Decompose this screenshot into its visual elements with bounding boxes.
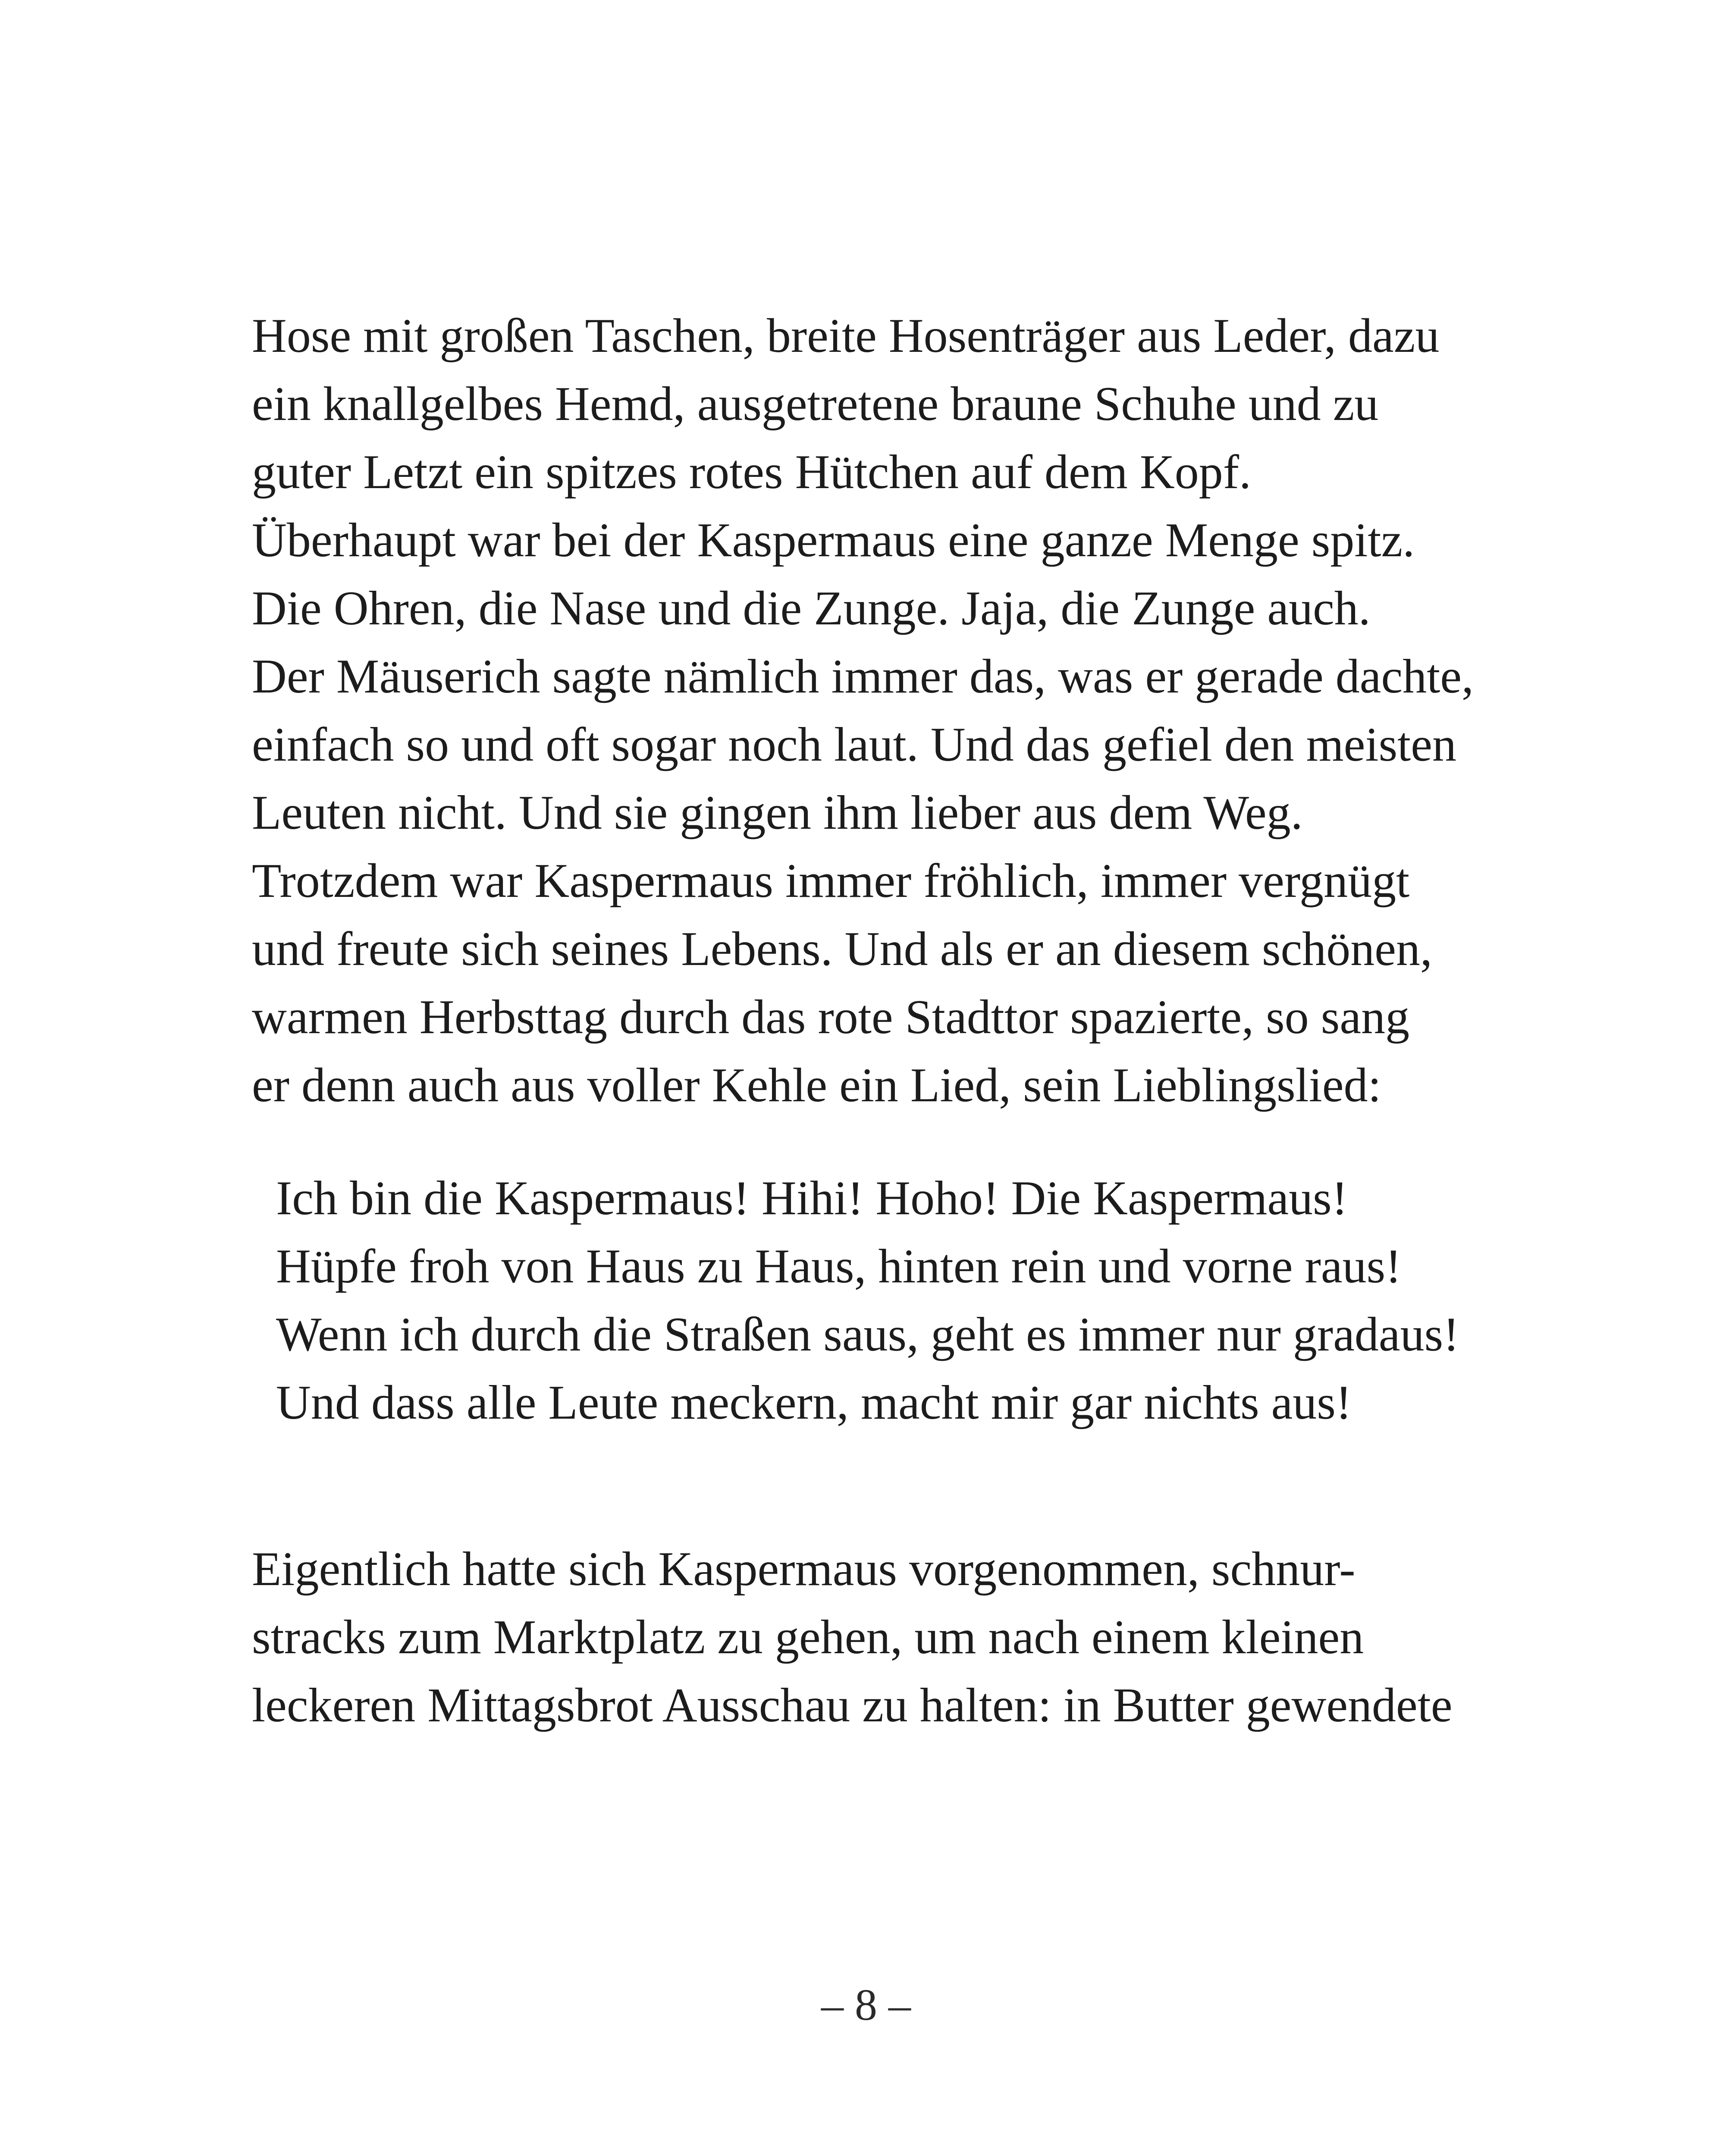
text-line: warmen Herbsttag durch das rote Stadttor spazierte, so sang (252, 990, 1410, 1044)
page-number: – 8 – (821, 1980, 911, 2030)
verse-line: Und dass alle Leute meckern, macht mir gar nichts aus! (276, 1376, 1352, 1429)
text-line: leckeren Mittagsbrot Ausschau zu halten: in Butter gewendete (252, 1679, 1453, 1732)
text-line: Eigentlich hatte sich Kaspermaus vorgenommen, schnur- (252, 1542, 1355, 1596)
text-line: er denn auch aus voller Kehle ein Lied, sein Lieblingslied: (252, 1059, 1381, 1112)
text-line: Leuten nicht. Und sie gingen ihm lieber aus dem Weg. (252, 786, 1303, 840)
verse-line: Ich bin die Kaspermaus! Hihi! Hoho! Die Kaspermaus! (276, 1172, 1348, 1225)
verse-line: Wenn ich durch die Straßen saus, geht es immer nur gradaus! (276, 1308, 1459, 1361)
text-line: und freute sich seines Lebens. Und als er an diesem schönen, (252, 922, 1432, 976)
text-line: Trotzdem war Kaspermaus immer fröhlich, immer vergnügt (252, 854, 1410, 908)
text-line: guter Letzt ein spitzes rotes Hütchen auf dem Kopf. (252, 445, 1251, 499)
paragraph-2 (252, 1535, 1546, 1739)
verse-line: Hüpfe froh von Haus zu Haus, hinten rein und vorne raus! (276, 1240, 1402, 1293)
text-line: Hose mit großen Taschen, breite Hosenträger aus Leder, dazu (252, 309, 1440, 363)
text-line: Überhaupt war bei der Kaspermaus eine ganze Menge spitz. (252, 514, 1415, 567)
song-verse (276, 1164, 1570, 1437)
text-line: Der Mäuserich sagte nämlich immer das, was er gerade dachte, (252, 650, 1474, 703)
text-line: stracks zum Marktplatz zu gehen, um nach einem kleinen (252, 1611, 1364, 1664)
text-line: ein knallgelbes Hemd, ausgetretene braune Schuhe und zu (252, 377, 1379, 431)
text-line: Die Ohren, die Nase und die Zunge. Jaja, die Zunge auch. (252, 582, 1371, 635)
paragraph-1 (252, 302, 1546, 1119)
text-line: einfach so und oft sogar noch laut. Und das gefiel den meisten (252, 718, 1456, 771)
